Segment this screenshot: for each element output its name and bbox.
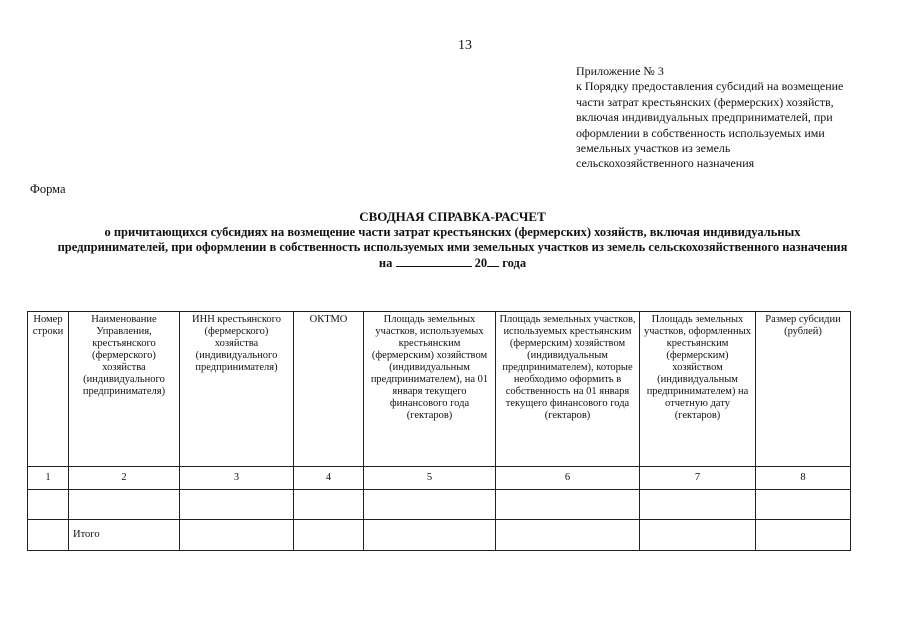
header-cell: Наименование Управления, крестьянского (фермерского) хозяйства (индивидуального предпринимателя) [69,312,180,467]
header-cell: Размер субсидии (рублей) [756,312,851,467]
total-row [28,520,851,551]
column-number: 6 [496,467,640,490]
table-cell [364,490,496,520]
title-line-2: предпринимателей, при оформлении в собственность используемых ими земельных участков из земель сельскохозяйственного назначения [57,240,848,254]
page-number: 13 [458,38,472,53]
appendix-note [576,64,876,172]
table-header-row [28,312,851,467]
header-cell: Номер строки [28,312,69,467]
form-label: Форма [30,182,66,196]
table-cell [294,520,364,551]
appendix-line: Приложение № 3 [576,64,664,78]
appendix-line: земельных участков из земель [576,141,731,156]
column-number: 8 [756,467,851,490]
column-number: 3 [180,467,294,490]
header-cell: Площадь земельных участков, используемых крестьянским (фермерским) хозяйством (индивидуальным предпринимателем), на 01 января текущего финансового года (гектаров) [364,312,496,467]
column-number: 2 [69,467,180,490]
header-cell: Площадь земельных участков, используемых крестьянским (фермерским) хозяйством (индивидуальным предпринимателем), которые необходимо оформить в собственность на 01 января текущего финансового года (гектаров) [496,312,640,467]
column-number: 5 [364,467,496,490]
table-cell [28,490,69,520]
header-cell: Площадь земельных участков, оформленных крестьянским (фермерским) хозяйством (индивидуальным предпринимателем) на отчетную дату (гектаров) [640,312,756,467]
table-cell [69,490,180,520]
table-cell [364,520,496,551]
column-number-row [28,467,851,490]
calculation-table [27,311,851,551]
table-cell [294,490,364,520]
title-line-1: о причитающихся субсидиях на возмещение части затрат крестьянских (фермерских) хозяйств, включая индивидуальных [104,225,801,239]
appendix-line: сельскохозяйственного назначения [576,156,755,171]
table-cell [756,520,851,551]
table-row [28,490,851,520]
document-title [0,208,905,271]
table-cell [180,520,294,551]
appendix-line: включая индивидуальных предпринимателей, при [576,110,833,125]
header-cell: ОКТМО [294,312,364,467]
date-year: 20 [474,256,488,270]
year-blank [487,255,499,267]
column-number: 4 [294,467,364,490]
table-cell [28,520,69,551]
table-cell [180,490,294,520]
table-cell [496,490,640,520]
table-cell [496,520,640,551]
appendix-line: части затрат крестьянских (фермерских) хозяйств, [576,94,834,109]
title-date-line [0,255,905,271]
header-cell: ИНН крестьянского (фермерского) хозяйства (индивидуального предпринимателя) [180,312,294,467]
table-cell [640,490,756,520]
total-label: Итого [69,520,180,551]
appendix-line: к Порядку предоставления субсидий на возмещение [576,79,844,94]
table-cell [640,520,756,551]
title-main: СВОДНАЯ СПРАВКА-РАСЧЕТ [359,209,546,224]
date-prefix: на [378,256,393,270]
column-number: 1 [28,467,69,490]
column-number: 7 [640,467,756,490]
date-blank [396,255,472,267]
date-suffix: года [502,256,527,270]
table-cell [756,490,851,520]
appendix-line: оформлении в собственность используемых ими [576,125,825,140]
